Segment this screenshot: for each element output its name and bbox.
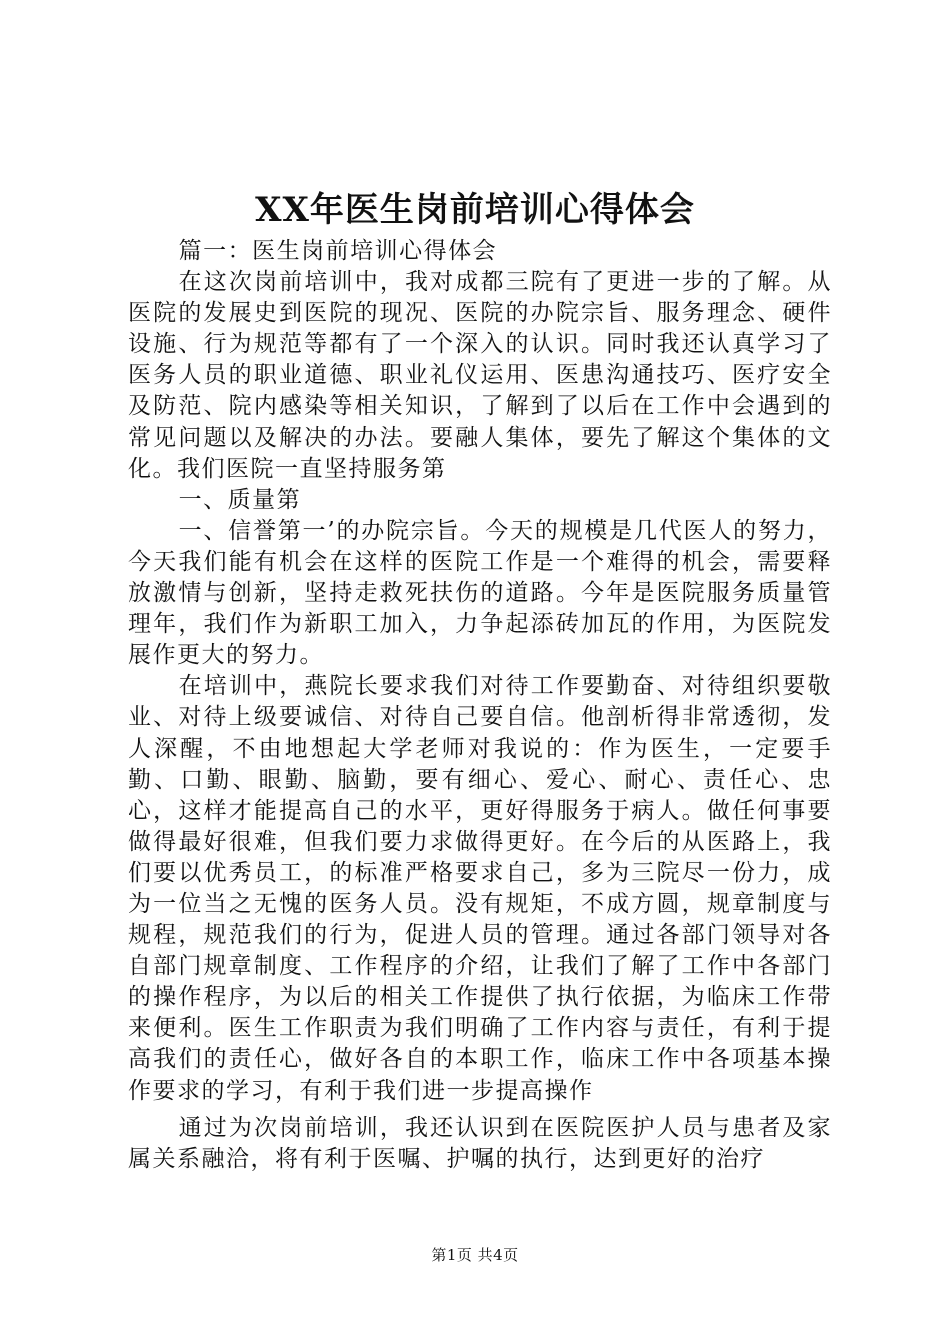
paragraph-subtitle: 篇一：医生岗前培训心得体会 [178, 238, 498, 264]
document-body [128, 236, 832, 1175]
paragraph: 通过为次岗前培训，我还认识到在医院医护人员与患者及家属关系融洽，将有利于医嘱、护嘱的执行，达到更好的治疗 [128, 1114, 832, 1172]
paragraph: 一、信誉第一’的办院宗旨。今天的规模是几代医人的努力，今天我们能有机会在这样的医院工作是一个难得的机会，需要释放激情与创新，坚持走救死扶伤的道路。今年是医院服务质量管理年，我们作为新职工加入，力争起添砖加瓦的作用，为医院发展作更大的努力。 [128, 517, 832, 669]
document-title: XX年医生岗前培训心得体会 [255, 190, 695, 230]
paragraph: 在培训中，燕院长要求我们对待工作要勤奋、对待组织要敬业、对待上级要诚信、对待自己要自信。他剖析得非常透彻，发人深醒，不由地想起大学老师对我说的：作为医生，一定要手勤、口勤、眼勤、脑勤，要有细心、爱心、耐心、责任心、忠心，这样才能提高自己的水平，更好得服务于病人。做任何事要做得最好很难，但我们要力求做得更好。在今后的从医路上，我们要以优秀员工，的标准严格要求自己，多为三院尽一份力，成为一位当之无愧的医务人员。没有规矩，不成方圆，规章制度与规程，规范我们的行为，促进人员的管理。通过各部门领导对各自部门规章制度、工作程序的介绍，让我们了解了工作中各部门的操作程序，为以后的相关工作提供了执行依据，为临床工作带来便利。医生工作职责为我们明确了工作内容与责任，有利于提高我们的责任心，做好各自的本职工作，临床工作中各项基本操作要求的学习，有利于我们进一步提高操作 [128, 673, 832, 1104]
paragraph: 在这次岗前培训中，我对成都三院有了更进一步的了解。从医院的发展史到医院的现况、医院的办院宗旨、服务理念、硬件设施、行为规范等都有了一个深入的认识。同时我还认真学习了医务人员的职业道德、职业礼仪运用、医患沟通技巧、医疗安全及防范、院内感染等相关知识，了解到了以后在工作中会遇到的常见问题以及解决的办法。要融人集体，要先了解这个集体的文化。我们医院一直坚持服务第 [128, 269, 832, 482]
page-footer: 第1页 共4页 [431, 1246, 519, 1264]
paragraph: 一、质量第 [178, 486, 302, 513]
